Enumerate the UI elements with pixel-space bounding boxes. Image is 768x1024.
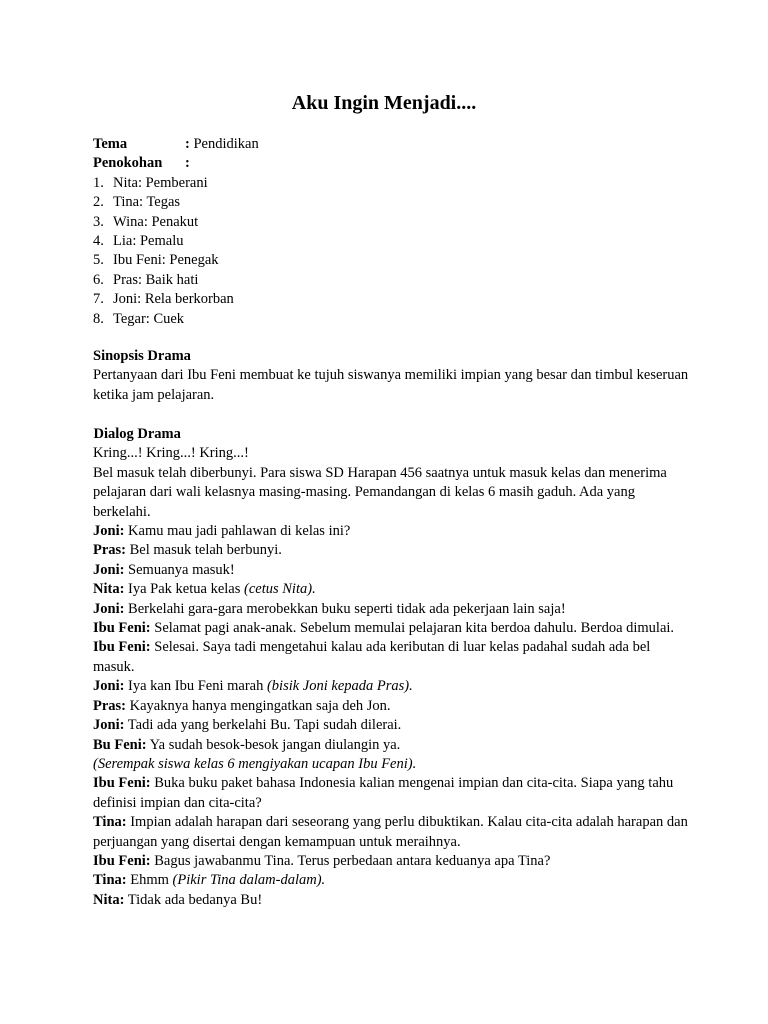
dialog-line [93,697,693,716]
dialog-speaker: Bu Feni: [93,736,147,753]
dialog-line [93,736,693,755]
tema-value: Pendidikan [193,136,259,152]
cast-item: 2. Tina: Tegas [93,194,181,211]
tema-row [93,135,693,154]
sinopsis-text: Pertanyaan dari Ibu Feni membuat ke tujuh siswanya memiliki impian yang besar dan timbul keseruan ketika jam pelajaran. [93,367,689,403]
dialog-text: Semuanya masuk! [124,561,235,578]
dialog-speaker: Joni: [93,678,125,695]
tema-separator: : [185,136,190,152]
dialog-text: Ehmm [126,872,173,889]
dialog-line [93,638,693,677]
tema-label: Tema [93,136,128,152]
dialog-lines [93,444,693,910]
dialog-text: Buka buku paket bahasa Indonesia kalian mengenai impian dan cita-cita. Siapa yang tahu definisi impian dan cita-cita? [93,775,674,811]
dialog-text: Selamat pagi anak-anak. Sebelum memulai pelajaran kita berdoa dahulu. Berdoa dimulai. [150,620,675,637]
dialog-heading: Dialog Drama [93,426,181,442]
stage-direction: (bisik Joni kepada Pras). [266,678,413,695]
dialog-line [93,755,693,774]
dialog-speaker: Ibu Feni: [93,620,151,637]
dialog-speaker: Pras: [93,542,127,559]
dialog-text: Tadi ada yang berkelahi Bu. Tapi sudah dilerai. [124,717,402,734]
dialog-speaker: Ibu Feni: [93,639,151,656]
cast-item: 3. Wina: Penakut [93,213,199,230]
dialog-speaker: Tina: [93,872,127,889]
cast-item: 1. Nita: Pemberani [93,174,208,191]
dialog-speaker: Ibu Feni: [93,852,151,869]
penokohan-row [93,154,693,173]
cast-list [93,174,693,329]
dialog-line [93,580,693,599]
document-title: Aku Ingin Menjadi.... [291,92,477,114]
dialog-line [93,813,693,852]
sinopsis-section [93,347,693,405]
dialog-section [93,425,693,910]
dialog-text: Kayaknya hanya mengingatkan saja deh Jon. [126,697,391,714]
dialog-line [93,677,693,696]
dialog-line [93,852,693,871]
dialog-text: Bagus jawabanmu Tina. Terus perbedaan antara keduanya apa Tina? [150,852,551,869]
dialog-speaker: Tina: [93,814,127,831]
dialog-speaker: Nita: [93,581,125,598]
stage-direction: (Pikir Tina dalam-dalam). [172,872,326,889]
cast-item: 7. Joni: Rela berkorban [93,291,234,308]
dialog-line [93,600,693,619]
stage-direction: (cetus Nita). [244,581,316,598]
dialog-speaker: Joni: [93,523,125,540]
penokohan-label: Penokohan [93,155,163,172]
dialog-speaker: Pras: [93,697,127,714]
dialog-line [93,464,693,522]
dialog-line [93,871,693,890]
stage-direction: (Serempak siswa kelas 6 mengiyakan ucapan Ibu Feni). [93,755,417,772]
dialog-line [93,891,693,910]
sinopsis-heading: Sinopsis Drama [93,348,191,364]
dialog-speaker: Joni: [93,600,125,617]
cast-item: 6. Pras: Baik hati [93,271,199,288]
dialog-speaker: Nita: [93,891,125,908]
dialog-text: Berkelahi gara-gara merobekkan buku seperti tidak ada pekerjaan lain saja! [124,600,566,617]
dialog-text: Ya sudah besok-besok jangan diulangin ya. [146,736,401,753]
dialog-text: Tidak ada bedanya Bu! [124,891,263,908]
dialog-speaker: Ibu Feni: [93,775,151,792]
cast-item: 5. Ibu Feni: Penegak [93,252,219,269]
dialog-text: Selesai. Saya tadi mengetahui kalau ada keributan di luar kelas padahal sudah ada bel masuk. [93,639,651,675]
dialog-text: Bel masuk telah berbunyi. [126,542,282,559]
penokohan-separator: : [185,155,190,172]
dialog-line [93,522,693,541]
dialog-line [93,716,693,735]
cast-item: 8. Tegar: Cuek [93,310,185,327]
dialog-text: Impian adalah harapan dari seseorang yang perlu dibuktikan. Kalau cita-cita adalah harapan dan perjuangan yang disertai dengan kemampuan untuk meraihnya. [93,814,688,850]
dialog-line [93,444,693,463]
dialog-line [93,561,693,580]
dialog-text: Kamu mau jadi pahlawan di kelas ini? [124,523,351,540]
dialog-text: Kring...! Kring...! Kring...! [93,445,249,462]
cast-item: 4. Lia: Pemalu [93,233,184,250]
dialog-text: Bel masuk telah diberbunyi. Para siswa SD Harapan 456 saatnya untuk masuk kelas dan menerima pelajaran dari wali kelasnya masing-masing. Pemandangan di kelas 6 masih gaduh. Ada yang berkelahi. [93,464,667,520]
dialog-text: Iya Pak ketua kelas [124,581,245,598]
dialog-speaker: Joni: [93,561,125,578]
document-meta [93,135,693,329]
dialog-line [93,774,693,813]
dialog-line [93,619,693,638]
dialog-speaker: Joni: [93,717,125,734]
dialog-line [93,541,693,560]
dialog-text: Iya kan Ibu Feni marah [124,678,267,695]
